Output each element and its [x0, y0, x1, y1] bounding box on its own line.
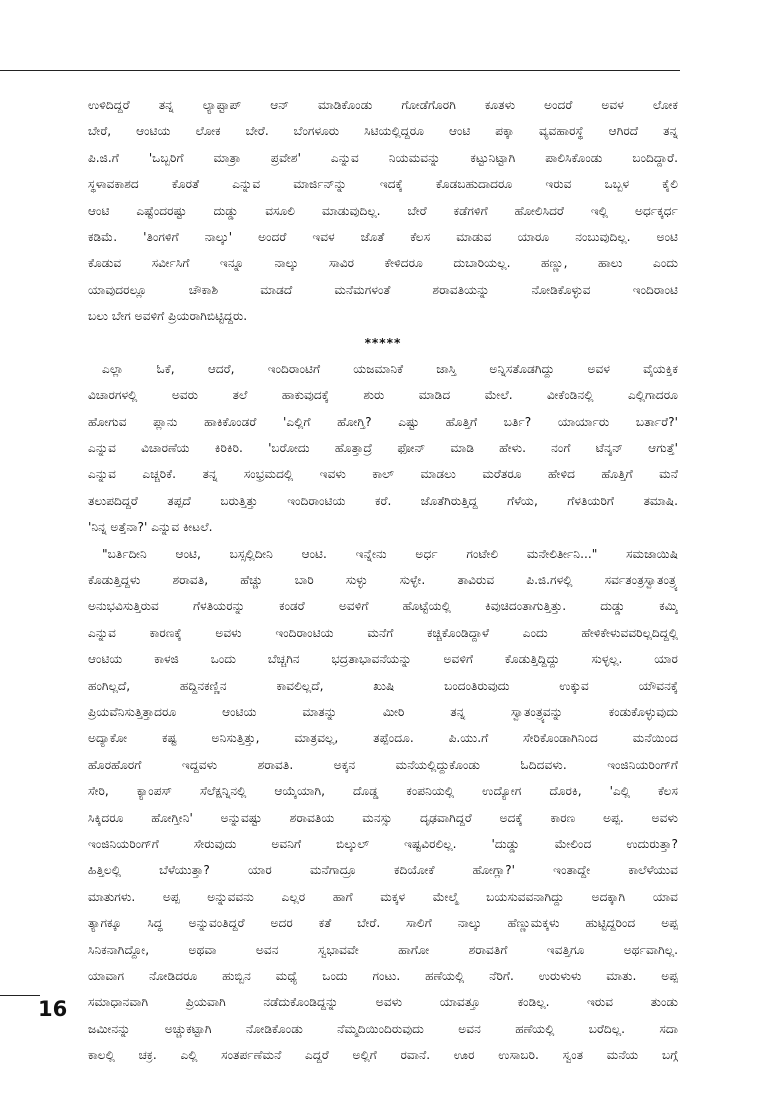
- text-line: ತಲುಪದಿದ್ದರೆ ತಪ್ಪದೆ ಬರುತ್ತಿತ್ತು ಇಂದಿರಾಂಟಿಯ ಕರೆ. ಜೊತೆಗಿರುತ್ತಿದ್ದ ಗೆಳೆಯ, ಗೆಳತಿಯರಿಗೆ ತಮಾಷಿ.: [88, 493, 678, 508]
- text-line: ಹಂಗಿಲ್ಲದೆ, ಹದ್ದಿನಕಣ್ಣಿನ ಕಾವಲಿಲ್ಲದೆ, ಖುಷಿ ಬಂದಂತಿರುವುದು ಉಕ್ಕುವ ಯೌವನಕ್ಕೆ: [88, 678, 678, 693]
- text-line: ಕೊಡುತ್ತಿದ್ದಳು ಶರಾವತಿ, ಹೆಚ್ಚು ಬಾರಿ ಸುಳ್ಳು ಸುಳ್ಳೇ. ತಾವಿರುವ ಪಿ.ಜಿ.ಗಳಲ್ಲಿ ಸರ್ವತಂತ್ರಸ್ವಾತಂತ್ರ್ಯ: [88, 573, 678, 588]
- text-line: ಇಂಜಿನಿಯರಿಂಗ್‌ಗೆ ಸೇರುವುದು ಅವನಿಗೆ ಬಿಲ್ಕುಲ್ ಇಷ್ಟವಿರಲಿಲ್ಲ. 'ದುಡ್ಡು ಮೇಲಿಂದ ಉದುರುತ್ತಾ?: [88, 836, 678, 851]
- top-rule: [0, 70, 680, 71]
- paragraph-3: [88, 541, 678, 1069]
- text-line: ಬೇರೆ, ಆಂಟಿಯ ಲೋಕ ಬೇರೆ. ಬೆಂಗಳೂರು ಸಿಟಿಯಲ್ಲಿದ್ದರೂ ಆಂಟಿ ಪಕ್ಕಾ ವ್ಯವಹಾರಸ್ಥೆ ಆಗಿರದೆ ತನ್ನ: [88, 124, 678, 139]
- text-line: ಅದ್ಯಾಕೋ ಕಷ್ಟ ಅನಿಸುತ್ತಿತ್ತು, ಮಾತ್ರವಲ್ಲ, ತಪ್ಪೆಂದೂ. ಪಿ.ಯು.ಗೆ ಸೇರಿಕೊಂಡಾಗಿನಿಂದ ಮನೆಯಿಂದ: [88, 731, 678, 746]
- text-line: ಜಮೀನನ್ನು ಅಚ್ಚುಕಟ್ಟಾಗಿ ನೋಡಿಕೊಂಡು ನೆಮ್ಮದಿಯಿಂದಿರುವುದು ಅವನ ಹಣೆಯಲ್ಲಿ ಬರೆದಿಲ್ಲ. ಸದಾ: [88, 1021, 678, 1036]
- text-line: ಆಂಟಿ ಎಷ್ಟೆಂದರಷ್ಟು ದುಡ್ಡು ವಸೂಲಿ ಮಾಡುವುದಿಲ್ಲ. ಬೇರೆ ಕಡೆಗಳಿಗೆ ಹೋಲಿಸಿದರೆ ಇಲ್ಲಿ ಅರ್ಧಕ್ಕರ್ಧ: [88, 203, 678, 218]
- bottom-rule: [0, 995, 40, 996]
- text-line: ಆಂಟಿಯ ಕಾಳಜಿ ಒಂದು ಬೆಚ್ಚಗಿನ ಭದ್ರತಾಭಾವನೆಯನ್ನು ಅವಳಿಗೆ ಕೊಡುತ್ತಿದ್ದಿದ್ದು ಸುಳ್ಳಲ್ಲ. ಯಾರ: [88, 652, 678, 667]
- text-line: ಹೊರಹೊರಗೆ ಇದ್ದವಳು ಶರಾವತಿ. ಅಕ್ಕನ ಮನೆಯಲ್ಲಿದ್ದುಕೊಂಡು ಓದಿದವಳು. ಇಂಜಿನಿಯರಿಂಗ್‌ಗೆ: [88, 757, 678, 772]
- paragraph-1: [88, 92, 678, 330]
- text-line: ಸೇರಿ, ಕ್ಯಾಂಪಸ್ ಸೆಲೆಕ್ಷನ್ನಿನಲ್ಲಿ ಆಯ್ಕೆಯಾಗಿ, ದೊಡ್ಡ ಕಂಪನಿಯಲ್ಲಿ ಉದ್ಯೋಗ ದೊರಕಿ, 'ಎಲ್ಲಿ ಕೆಲಸ: [88, 784, 678, 799]
- section-separator: *****: [364, 335, 402, 350]
- text-line: ಸಮಾಧಾನವಾಗಿ ಪ್ರಿಯವಾಗಿ ನಡೆದುಕೊಂಡಿದ್ದನ್ನು ಅವಳು ಯಾವತ್ತೂ ಕಂಡಿಲ್ಲ. ಇರುವ ತುಂಡು: [88, 995, 678, 1010]
- text-line: ಬಲು ಬೇಗ ಅವಳಿಗೆ ಪ್ರಿಯರಾಗಿಬಿಟ್ಟಿದ್ದರು.: [88, 309, 248, 324]
- text-line: ಯಾವುದರಲ್ಲೂ ಚೌಕಾಶಿ ಮಾಡದೆ ಮನೆಮಗಳಂತೆ ಶರಾವತಿಯನ್ನು ನೋಡಿಕೊಳ್ಳುವ ಇಂದಿರಾಂಟಿ: [88, 282, 678, 297]
- text-line: ಸ್ಥಳಾವಕಾಶದ ಕೊರತೆ ಎನ್ನುವ ಮಾರ್ಜಿನ್‌ನ್ನು ಇದಕ್ಕೆ ಕೊಡಬಹುದಾದರೂ ಇರುವ ಒಬ್ಬಳ ಕೈಲಿ: [88, 177, 678, 192]
- text-line: ಎನ್ನುವ ಕಾರಣಕ್ಕೆ ಅವಳು ಇಂದಿರಾಂಟಿಯ ಮನೆಗೆ ಕಚ್ಚಿಕೊಂಡಿದ್ದಾಳೆ ಎಂದು ಹೇಳಿಕೇಳುವವರಿಲ್ಲದಿದ್ದಲ್ಲಿ: [88, 625, 678, 640]
- text-line: ಅನುಭವಿಸುತ್ತಿರುವ ಗೆಳತಿಯರನ್ನು ಕಂಡರೆ ಅವಳಿಗೆ ಹೊಟ್ಟೆಯಲ್ಲಿ ಕಿವುಚಿದಂತಾಗುತ್ತಿತ್ತು. ದುಡ್ಡು ಕಮ್ಮಿ: [88, 599, 678, 614]
- text-line: "ಬರ್ತಿದೀನಿ ಆಂಟಿ, ಬಸ್ಸಲ್ಲಿದೀನಿ ಆಂಟಿ. ಇನ್ನೇನು ಅರ್ಧ ಗಂಟೇಲಿ ಮನೇಲಿರ್ತೀನಿ..." ಸಮಜಾಯಿಷಿ: [102, 546, 678, 561]
- text-line: ಕಾಲಲ್ಲಿ ಚಕ್ರ. ಎಲ್ಲಿ ಸಂತರ್ಪಣೆಮನೆ ಎದ್ದರೆ ಅಲ್ಲಿಗೆ ರವಾನೆ. ಊರ ಉಸಾಬರಿ. ಸ್ವಂತ ಮನೆಯ ಬಗ್ಗೆ: [88, 1048, 678, 1063]
- text-line: ಉಳಿದಿದ್ದರೆ ತನ್ನ ಲ್ಯಾಪ್ಟಾಪ್ ಆನ್ ಮಾಡಿಕೊಂಡು ಗೋಡೆಗೊರಗಿ ಕೂತಳು ಅಂದರೆ ಅವಳ ಲೋಕ: [88, 98, 678, 112]
- page-number: 16: [38, 997, 68, 1021]
- text-line: ಯಾವಾಗ ನೋಡಿದರೂ ಹುಬ್ಬಿನ ಮಧ್ಯೆ ಒಂದು ಗಂಟು. ಹಣೆಯಲ್ಲಿ ನೆರಿಗೆ. ಉರುಳುಳು ಮಾತು. ಅಪ್ಪ: [88, 968, 678, 983]
- text-line: ತ್ಯಾಗಕ್ಕೂ ಸಿದ್ಧ ಅನ್ನುವಂತಿದ್ದರೆ ಅದರ ಕತೆ ಬೇರೆ. ಸಾಲಿಗೆ ನಾಲ್ಕು ಹೆಣ್ಣುಮಕ್ಕಳು ಹುಟ್ಟಿದ್ದರಿಂದ ಅಪ್ಪ: [88, 916, 678, 931]
- text-line: ಎಲ್ಲಾ ಓಕೆ, ಆದರೆ, ಇಂದಿರಾಂಟಿಗೆ ಯಜಮಾನಿಕೆ ಜಾಸ್ತಿ ಅನ್ನಿಸತೊಡಗಿದ್ದು ಅವಳ ವೈಯಕ್ತಿಕ: [102, 361, 678, 376]
- text-line: 'ನಿನ್ನ ಅತ್ತೆನಾ?' ಎನ್ನುವ ಕೀಟಲೆ.: [88, 520, 213, 535]
- text-line: ಮಾತುಗಳು. ಅಪ್ಪ ಅನ್ನುವವನು ಎಲ್ಲರ ಹಾಗೆ ಮಕ್ಕಳ ಮೇಲ್ಮೆ ಬಯಸುವವನಾಗಿದ್ದು ಅದಕ್ಕಾಗಿ ಯಾವ: [88, 889, 678, 904]
- text-line: ಪ್ರಿಯವೆನಿಸುತ್ತಿತ್ತಾದರೂ ಆಂಟಿಯ ಮಾತನ್ನು ಮೀರಿ ತನ್ನ ಸ್ವಾತಂತ್ರ್ಯವನ್ನು ಕಂಡುಕೊಳ್ಳುವುದು: [88, 704, 678, 719]
- body-text: [88, 92, 678, 1068]
- text-line: ಕೊಡುವ ಸರ್ವೀಸಿಗೆ ಇನ್ನೂ ನಾಲ್ಕು ಸಾವಿರ ಕೇಳಿದರೂ ದುಬಾರಿಯಲ್ಲ. ಹಣ್ಣು, ಹಾಲು ಎಂದು: [88, 256, 678, 271]
- paragraph-2: [88, 356, 678, 541]
- text-line: ಸಿನಿಕನಾಗಿದ್ದೋ, ಅಥವಾ ಅವನ ಸ್ವಭಾವವೇ ಹಾಗೋ ಶರಾವತಿಗೆ ಇವತ್ತಿಗೂ ಅರ್ಥವಾಗಿಲ್ಲ.: [88, 942, 678, 957]
- text-line: ಸಿಕ್ಕಿದರೂ ಹೋಗ್ತೀನಿ' ಅನ್ನುವಷ್ಟು ಶರಾವತಿಯ ಮನಸ್ಸು ದೃಢವಾಗಿದ್ದರೆ ಅದಕ್ಕೆ ಕಾರಣ ಅಪ್ಪ. ಅವಳು: [88, 810, 678, 825]
- text-line: ಎನ್ನುವ ಎಚ್ಚರಿಕೆ. ತನ್ನ ಸಂಭ್ರಮದಲ್ಲಿ ಇವಳು ಕಾಲ್ ಮಾಡಲು ಮರೆತರೂ ಹೇಳಿದ ಹೊತ್ತಿಗೆ ಮನೆ: [88, 467, 678, 482]
- text-line: ಹಿತ್ತಿಲಲ್ಲಿ ಬೆಳೆಯುತ್ತಾ? ಯಾರ ಮನೆಗಾದ್ರೂ ಕದಿಯೋಕೆ ಹೋಗ್ಲಾ?' ಇಂತಾದ್ದೇ ಕಾಲೆಳೆಯುವ: [88, 863, 678, 878]
- text-line: ವಿಚಾರಗಳಲ್ಲಿ ಅವರು ತಲೆ ಹಾಕುವುದಕ್ಕೆ ಶುರು ಮಾಡಿದ ಮೇಲೆ. ವೀಕೆಂಡಿನಲ್ಲಿ ಎಲ್ಲಿಗಾದರೂ: [88, 388, 678, 403]
- text-line: ಪಿ.ಜಿ.ಗೆ 'ಒಬ್ಬರಿಗೆ ಮಾತ್ರಾ ಪ್ರವೇಶ' ಎನ್ನುವ ನಿಯಮವನ್ನು ಕಟ್ಟುನಿಟ್ಟಾಗಿ ಪಾಲಿಸಿಕೊಂಡು ಬಂದಿದ್ದಾರೆ.: [88, 150, 678, 165]
- text-line: ಎನ್ನುವ ವಿಚಾರಣೆಯ ಕಿರಿಕಿರಿ. 'ಬರೋದು ಹೊತ್ತಾದ್ರೆ ಫೋನ್ ಮಾಡಿ ಹೇಳು. ನಂಗೆ ಟೆನ್ಶನ್ ಆಗುತ್ತೆ': [88, 441, 678, 456]
- text-line: ಕಡಿಮೆ. 'ತಿಂಗಳಿಗೆ ನಾಲ್ಕು' ಅಂದರೆ ಇವಳ ಜೊತೆ ಕೆಲಸ ಮಾಡುವ ಯಾರೂ ನಂಬುವುದಿಲ್ಲ. ಅಂಟಿ: [88, 229, 678, 244]
- text-line: ಹೋಗುವ ಪ್ಲಾನು ಹಾಕಿಕೊಂಡರೆ 'ಎಲ್ಲಿಗೆ ಹೋಗ್ತಿ? ಎಷ್ಟು ಹೊತ್ತಿಗೆ ಬರ್ತಿ? ಯಾರ್ಯಾರು ಬರ್ತಾರೆ?': [88, 414, 678, 429]
